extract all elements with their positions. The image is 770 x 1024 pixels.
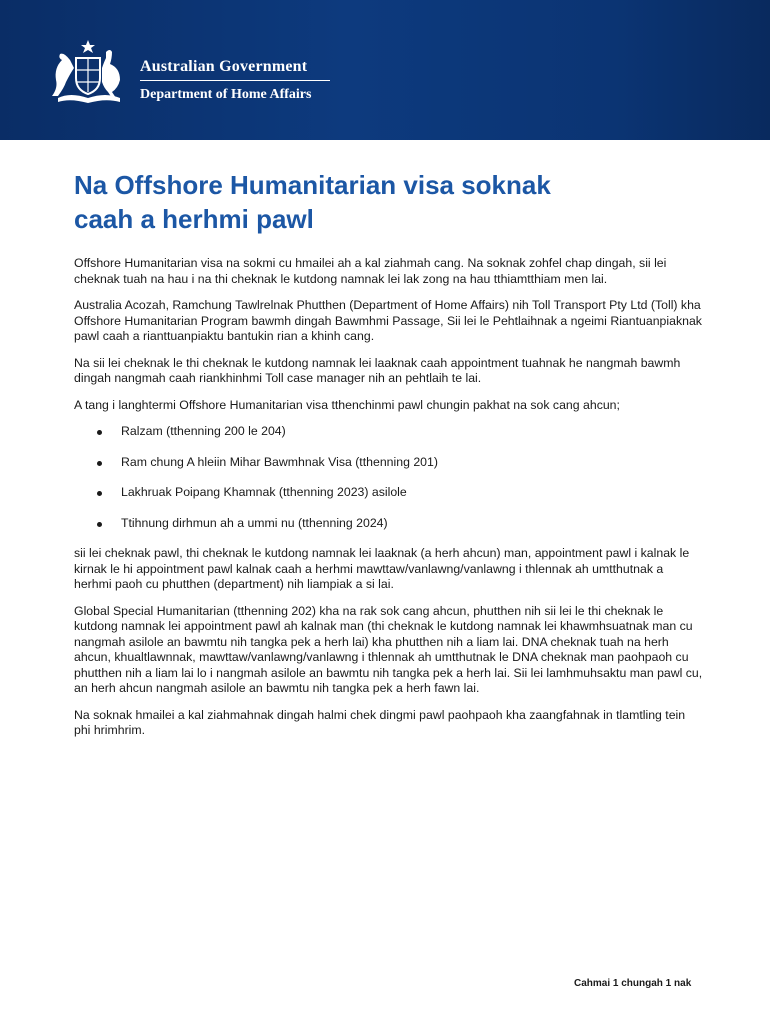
bullet-icon	[97, 461, 102, 466]
list-item-text: Lakhruak Poipang Khamnak (tthenning 2023) asilole	[121, 485, 407, 499]
bullet-icon	[97, 491, 102, 496]
paragraph: sii lei cheknak pawl, thi cheknak le kutdong namnak lei laaknak (a herh ahcun) man, appointment pawl i kalnak le kirnak le hi appointment pawl kalnak caah a herhmi mawttaw/vanlawng/vanlawng i thlennak ah umtthutnak a herhmi paoh cu phutthen (department) nih liampiak a si lai.	[74, 546, 690, 591]
document-body	[74, 168, 704, 750]
title-line-2: caah a herhmi pawl	[74, 204, 314, 234]
government-title: Australian Government	[140, 58, 308, 75]
visa-subclass-list	[74, 424, 704, 531]
title-line-1: Na Offshore Humanitarian visa soknak	[74, 170, 551, 200]
list-item-text: Ram chung A hleiin Mihar Bawmhnak Visa (tthenning 201)	[121, 454, 438, 469]
bullet-icon	[97, 430, 102, 435]
paragraph: Na sii lei cheknak le thi cheknak le kutdong namnak lei laaknak caah appointment tuahnak he nangmah bawmh dingah nangmah caah riankhinhmi Toll case manager nih an pehtlaih te lai.	[74, 355, 681, 385]
list-item	[74, 516, 704, 532]
page-header-banner	[0, 0, 770, 140]
list-item	[74, 485, 704, 501]
list-item	[74, 424, 704, 440]
header-divider	[140, 80, 330, 81]
paragraph: Global Special Humanitarian (tthenning 202) kha na rak sok cang ahcun, phutthen nih sii lei le thi cheknak le kutdong namnak lei appointment pawl ah kalnak man (thi cheknak le kutdong namnak lei khawmhsuatnak man cu nangmah asilole an bawmtu nih tangka pek a herh lai) kha phutthen nih a liam lai. DNA cheknak tuah na herh ahcun, khualtlawnnak, mawttaw/vanlawng/vanlawng i thlennak ah umtthutnak le DNA cheknak man paohpaoh cu phutthen nih a liam lai lo i nangmah asilole an bawmtu nih tangka pek a herh lai. Sii lei lamhmuhsaktu man pawl cu, an herh ahcun nangmah asilole an bawmtu nih tangka pek a herh fawn lai.	[74, 603, 703, 695]
page-number: Cahmai 1 chungah 1 nak	[574, 978, 692, 989]
list-item-text: Ttihnung dirhmun ah a ummi nu (tthenning 2024)	[121, 515, 388, 530]
paragraph: A tang i langhtermi Offshore Humanitarian visa tthenchinmi pawl chungin pakhat na sok cang ahcun;	[74, 397, 620, 412]
paragraph: Australia Acozah, Ramchung Tawlrelnak Phutthen (Department of Home Affairs) nih Toll Transport Pty Ltd (Toll) kha Offshore Humanitarian Program bawmh dingah Bawmhmi Passage, Sii lei le Pehtlaihnak a ngeimi Riantuanpiaknak pawl caah a rianttuanpiaktu bantukin rian a khinh cang.	[74, 298, 702, 343]
paragraph: Offshore Humanitarian visa na sokmi cu hmailei ah a kal ziahmah cang. Na soknak zohfel chap dingah, sii lei cheknak tuah na hau i na thi cheknak le kutdong namnak lei lak zong na hau tthiamtthiam men lai.	[74, 256, 667, 286]
department-title: Department of Home Affairs	[140, 87, 312, 102]
closing-paragraph: Na soknak hmailei a kal ziahmahnak dingah halmi chek dingmi pawl paohpaoh kha zaangfahnak in tlamtling tein phi hrimhrim.	[74, 707, 686, 737]
list-item-text: Ralzam (tthenning 200 le 204)	[121, 424, 286, 438]
list-item	[74, 455, 704, 471]
page-title	[74, 168, 704, 236]
bullet-icon	[97, 522, 102, 527]
coat-of-arms-icon	[40, 38, 136, 106]
